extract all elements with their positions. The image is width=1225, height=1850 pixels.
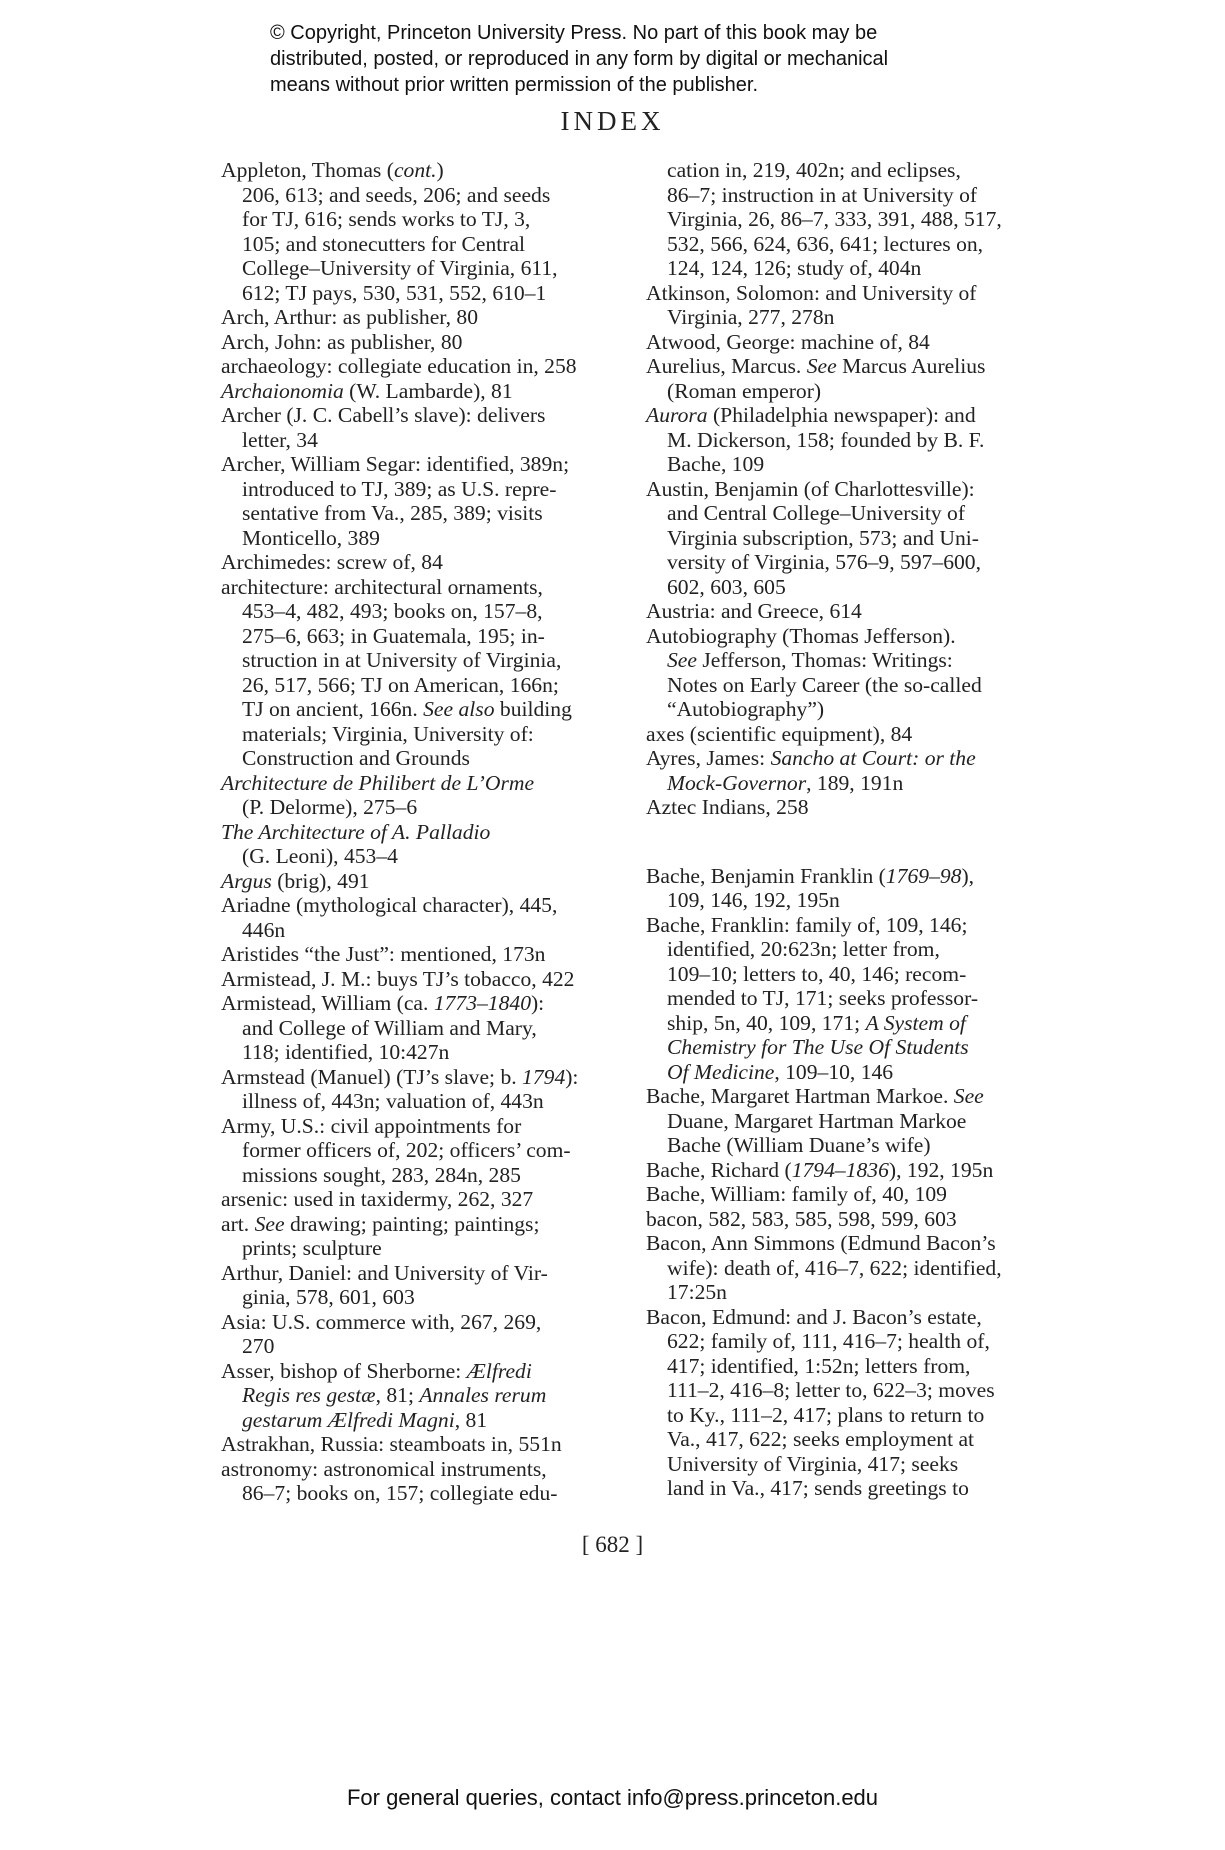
index-entry-continuation: introduced to TJ, 389; as U.S. repre- bbox=[242, 476, 557, 501]
index-entry-continuation: identified, 20:623n; letter from, bbox=[667, 937, 940, 961]
index-entry: Aztec Indians, 258 bbox=[646, 795, 809, 819]
index-entry-continuation: Regis res gestæ, 81; Annales rerum bbox=[242, 1383, 547, 1407]
index-entry: Ariadne (mythological character), 445, bbox=[221, 893, 558, 917]
index-entry: Atkinson, Solomon: and University of bbox=[646, 280, 977, 305]
index-entry-continuation: (P. Delorme), 275–6 bbox=[242, 795, 418, 819]
copyright-line: means without prior written permission of the publisher. bbox=[270, 74, 759, 96]
index-entry: Austria: and Greece, 614 bbox=[646, 599, 862, 623]
index-entry-continuation: (Roman emperor) bbox=[667, 378, 822, 403]
index-entry: Bache, Franklin: family of, 109, 146; bbox=[646, 912, 968, 937]
index-entry: Aurelius, Marcus. See Marcus Aurelius bbox=[646, 354, 986, 378]
index-entry-continuation: 417; identified, 1:52n; letters from, bbox=[667, 1353, 971, 1378]
index-entry: Architecture de Philibert de L’Orme bbox=[221, 770, 535, 795]
index-entry-continuation: struction in at University of Virginia, bbox=[242, 648, 562, 672]
index-entry: Atwood, George: machine of, 84 bbox=[646, 329, 930, 354]
index-entry-continuation: 453–4, 482, 493; books on, 157–8, bbox=[242, 599, 543, 623]
index-entry-continuation: 109, 146, 192, 195n bbox=[667, 888, 840, 912]
index-entry-continuation: 622; family of, 111, 416–7; health of, bbox=[667, 1329, 990, 1353]
index-entry: Bacon, Ann Simmons (Edmund Bacon’s bbox=[646, 1231, 996, 1255]
index-entry-continuation: 109–10; letters to, 40, 146; recom- bbox=[667, 961, 967, 986]
index-entry: Bache, Benjamin Franklin (1769–98), bbox=[646, 863, 975, 888]
index-entry-continuation: 612; TJ pays, 530, 531, 552, 610–1 bbox=[242, 280, 547, 305]
index-entry: Argus (brig), 491 bbox=[221, 868, 370, 893]
index-entry-continuation: 105; and stonecutters for Central bbox=[242, 231, 526, 256]
index-entry-continuation: Notes on Early Career (the so-called bbox=[667, 672, 982, 697]
index-entry: Austin, Benjamin (of Charlottesville): bbox=[646, 476, 975, 501]
index-entry: Archimedes: screw of, 84 bbox=[221, 550, 443, 574]
index-entry: Archer (J. C. Cabell’s slave): delivers bbox=[221, 403, 546, 427]
index-entry: Astrakhan, Russia: steamboats in, 551n bbox=[221, 1432, 562, 1456]
index-entry-continuation: 111–2, 416–8; letter to, 622–3; moves bbox=[667, 1378, 995, 1402]
letter-section-gap bbox=[646, 820, 1076, 864]
index-entry-continuation: See Jefferson, Thomas: Writings: bbox=[667, 648, 953, 672]
index-entry-continuation: Bache (William Duane’s wife) bbox=[667, 1133, 931, 1157]
index-entry-continuation: 17:25n bbox=[667, 1280, 727, 1304]
index-entry-continuation: College–University of Virginia, 611, bbox=[242, 256, 558, 280]
index-entry-continuation: 275–6, 663; in Guatemala, 195; in- bbox=[242, 623, 545, 648]
index-entry-continuation: 124, 124, 126; study of, 404n bbox=[667, 256, 922, 280]
index-entry: Bache, William: family of, 40, 109 bbox=[646, 1182, 947, 1206]
index-entry-continuation: 206, 613; and seeds, 206; and seeds bbox=[242, 182, 551, 207]
index-entry-continuation: mended to TJ, 171; seeks professor- bbox=[667, 986, 979, 1010]
index-entry: Armistead, William (ca. 1773–1840): bbox=[221, 991, 545, 1015]
index-entry: arsenic: used in taxidermy, 262, 327 bbox=[221, 1187, 534, 1211]
index-entry: Army, U.S.: civil appointments for bbox=[221, 1113, 522, 1138]
index-entry: Arch, John: as publisher, 80 bbox=[221, 329, 463, 354]
index-entry-continuation: 86–7; books on, 157; collegiate edu- bbox=[242, 1481, 558, 1505]
index-entry-continuation: illness of, 443n; valuation of, 443n bbox=[242, 1089, 544, 1113]
index-entry-continuation: Mock-Governor, 189, 191n bbox=[667, 770, 904, 795]
index-entry-continuation: Duane, Margaret Hartman Markoe bbox=[667, 1108, 967, 1133]
footer-contact: For general queries, contact info@press.princeton.edu bbox=[346, 1785, 879, 1810]
index-entry-continuation: Virginia subscription, 573; and Uni- bbox=[667, 525, 979, 550]
index-entry-continuation: former officers of, 202; officers’ com- bbox=[242, 1138, 571, 1162]
index-entry-continuation: University of Virginia, 417; seeks bbox=[667, 1451, 959, 1476]
index-entry-continuation: 86–7; instruction in at University of bbox=[667, 182, 978, 207]
index-entry: Appleton, Thomas (cont.) bbox=[221, 158, 444, 182]
index-entry-continuation: wife): death of, 416–7, 622; identified, bbox=[667, 1255, 1002, 1280]
index-entry: Ayres, James: Sancho at Court: or the bbox=[646, 746, 976, 770]
index-entry-continuation: ship, 5n, 40, 109, 171; A System of bbox=[667, 1010, 966, 1035]
index-entry: Asser, bishop of Sherborne: Ælfredi bbox=[221, 1358, 532, 1383]
index-entry: Armistead, J. M.: buys TJ’s tobacco, 422 bbox=[221, 966, 575, 991]
index-entry-continuation: 446n bbox=[242, 917, 286, 942]
index-entry: bacon, 582, 583, 585, 598, 599, 603 bbox=[646, 1206, 957, 1231]
index-column-right bbox=[646, 158, 1076, 1501]
index-entry: Arthur, Daniel: and University of Vir- bbox=[221, 1260, 548, 1285]
index-entry-continuation: for TJ, 616; sends works to TJ, 3, bbox=[242, 207, 531, 231]
index-entry: Autobiography (Thomas Jefferson). bbox=[646, 623, 956, 648]
index-entry: Bache, Richard (1794–1836), 192, 195n bbox=[646, 1157, 994, 1182]
index-entry-continuation: sentative from Va., 285, 389; visits bbox=[242, 501, 543, 525]
index-entry: art. See drawing; painting; paintings; bbox=[221, 1211, 540, 1236]
copyright-line: distributed, posted, or reproduced in any form by digital or mechanical bbox=[270, 48, 889, 70]
index-column-left bbox=[221, 158, 641, 1506]
index-entry-continuation: 26, 517, 566; TJ on American, 166n; bbox=[242, 672, 559, 697]
index-entry: Aurora (Philadelphia newspaper): and bbox=[646, 403, 976, 427]
index-entry: Aristides “the Just”: mentioned, 173n bbox=[221, 942, 546, 966]
index-entry: archaeology: collegiate education in, 258 bbox=[221, 354, 577, 378]
index-entry-continuation: “Autobiography”) bbox=[667, 697, 825, 721]
index-entry-continuation: Bache, 109 bbox=[667, 452, 765, 476]
index-entry-continuation: Of Medicine, 109–10, 146 bbox=[667, 1059, 894, 1084]
index-entry-continuation: Virginia, 277, 278n bbox=[667, 305, 835, 329]
index-entry-continuation: Monticello, 389 bbox=[242, 525, 380, 550]
index-entry-continuation: 602, 603, 605 bbox=[667, 574, 786, 599]
index-entry: astronomy: astronomical instruments, bbox=[221, 1456, 547, 1481]
running-head: INDEX bbox=[560, 106, 665, 136]
index-entry-continuation: Construction and Grounds bbox=[242, 746, 470, 770]
index-entry-continuation: (G. Leoni), 453–4 bbox=[242, 844, 398, 868]
copyright-notice bbox=[270, 20, 990, 98]
index-entry: Armstead (Manuel) (TJ’s slave; b. 1794): bbox=[221, 1064, 579, 1089]
index-entry-continuation: missions sought, 283, 284n, 285 bbox=[242, 1162, 521, 1187]
index-entry: architecture: architectural ornaments, bbox=[221, 574, 543, 599]
index-entry: Archaionomia (W. Lambarde), 81 bbox=[221, 378, 513, 403]
index-entry: Asia: U.S. commerce with, 267, 269, bbox=[221, 1309, 542, 1334]
page-number: [ 682 ] bbox=[581, 1532, 644, 1557]
copyright-line: © Copyright, Princeton University Press. No part of this book may be bbox=[270, 22, 878, 44]
index-entry-continuation: and Central College–University of bbox=[667, 501, 966, 525]
index-entry-continuation: cation in, 219, 402n; and eclipses, bbox=[667, 158, 961, 182]
index-entry-continuation: land in Va., 417; sends greetings to bbox=[667, 1476, 969, 1500]
index-entry-continuation: Virginia, 26, 86–7, 333, 391, 488, 517, bbox=[667, 207, 1002, 231]
index-entry-continuation: gestarum Ælfredi Magni, 81 bbox=[242, 1407, 488, 1432]
index-entry-continuation: TJ on ancient, 166n. See also building bbox=[242, 697, 572, 721]
index-entry-continuation: versity of Virginia, 576–9, 597–600, bbox=[667, 550, 981, 574]
index-entry-continuation: ginia, 578, 601, 603 bbox=[242, 1285, 415, 1309]
index-entry-continuation: 118; identified, 10:427n bbox=[242, 1040, 450, 1064]
index-entry-continuation: Chemistry for The Use Of Students bbox=[667, 1035, 969, 1059]
index-entry: Archer, William Segar: identified, 389n; bbox=[221, 452, 570, 476]
index-entry-continuation: to Ky., 111–2, 417; plans to return to bbox=[667, 1402, 985, 1427]
index-entry: Arch, Arthur: as publisher, 80 bbox=[221, 305, 479, 329]
index-entry-continuation: M. Dickerson, 158; founded by B. F. bbox=[667, 427, 985, 452]
index-entry: axes (scientific equipment), 84 bbox=[646, 721, 913, 746]
index-entry: The Architecture of A. Palladio bbox=[221, 819, 491, 844]
index-entry-continuation: prints; sculpture bbox=[242, 1236, 382, 1260]
index-entry-continuation: materials; Virginia, University of: bbox=[242, 721, 534, 746]
index-entry-continuation: and College of William and Mary, bbox=[242, 1015, 537, 1040]
index-entry-continuation: letter, 34 bbox=[242, 427, 318, 452]
index-entry-continuation: Va., 417, 622; seeks employment at bbox=[667, 1427, 975, 1451]
index-entry-continuation: 270 bbox=[242, 1334, 275, 1358]
index-entry: Bache, Margaret Hartman Markoe. See bbox=[646, 1084, 984, 1108]
index-entry: Bacon, Edmund: and J. Bacon’s estate, bbox=[646, 1304, 982, 1329]
index-entry-continuation: 532, 566, 624, 636, 641; lectures on, bbox=[667, 231, 984, 256]
